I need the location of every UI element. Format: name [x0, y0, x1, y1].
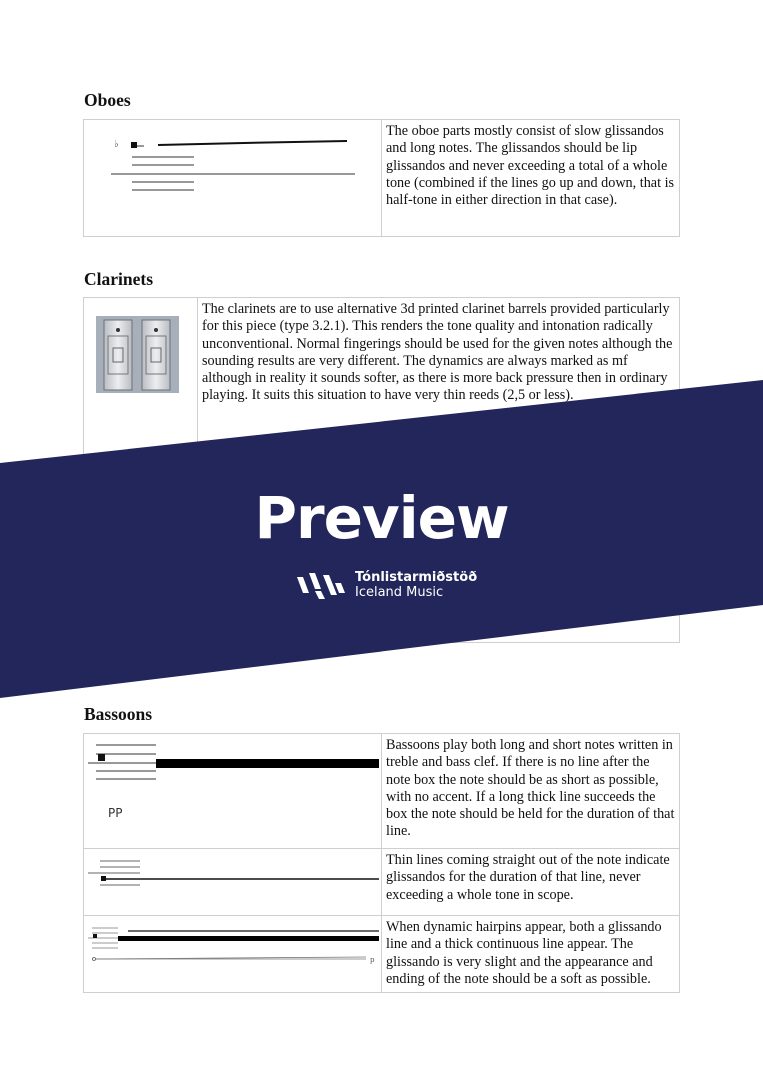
- bassoon-glissando-diagram: [84, 849, 381, 915]
- oboes-table: [83, 119, 680, 237]
- brand-name: Tónlistarmiðstöð: [355, 570, 478, 585]
- oboe-glissando-diagram: [84, 120, 381, 236]
- flat-sign-icon: ♭: [114, 139, 119, 150]
- bassoon-row-3-description: When dynamic hairpins appear, both a glissando line and a thick continuous line appear. The glissando is very slight and the appearance and ending of the note should be a soft as possible.: [382, 916, 680, 993]
- iceland-music-brand: [293, 568, 477, 602]
- note-box: [98, 754, 105, 761]
- table-row: [84, 734, 680, 849]
- preview-watermark-label: Preview: [254, 484, 509, 552]
- clarinets-heading: Clarinets: [84, 269, 154, 289]
- table-row: [84, 916, 680, 993]
- note-box: [101, 876, 106, 881]
- thick-sustain-line: [118, 936, 379, 941]
- bassoons-table: [83, 733, 680, 993]
- table-row: [84, 120, 680, 237]
- iceland-music-logo-icon: [293, 571, 347, 599]
- bassoon-hairpin-diagram: [84, 916, 381, 990]
- thick-sustain-line: [156, 759, 379, 768]
- note-box: [93, 934, 97, 938]
- dynamic-marking: PP: [108, 806, 123, 820]
- bassoons-heading: Bassoons: [84, 704, 153, 724]
- bassoon-long-note-diagram: [84, 734, 381, 848]
- note-box: [131, 142, 137, 148]
- bassoon-hairpin-figure: [84, 916, 382, 993]
- bassoon-glissando-figure: [84, 849, 382, 916]
- glissando-line: [158, 141, 347, 145]
- brand-subtitle: Iceland Music: [355, 585, 444, 600]
- dynamic-marking: p: [370, 956, 375, 964]
- table-row: [84, 849, 680, 916]
- bassoon-long-note-figure: [84, 734, 382, 849]
- bassoon-row-2-description: Thin lines coming straight out of the note indicate glissandos for the duration of that line, never exceeding a whole tone in scope.: [382, 849, 680, 916]
- hairpin-start-icon: [93, 958, 96, 961]
- bassoon-row-1-description: Bassoons play both long and short notes written in treble and bass clef. If there is no line after the note box the note should be as short as possible, with no accent. If a long thick line succeeds the box the note should be held for the duration of that line.: [382, 734, 680, 849]
- clarinets-description: The clarinets are to use alternative 3d printed clarinet barrels provided particularly for this piece (type 3.2.1). This renders the tone quality and intonation radically unconventional. Normal fingerings should be used for the given notes although the sounding results are very different. The dynamics are always marked as mf although in reality it sounds softer, as there is more back pressure then in ordinary playing. It suits this situation to have very thin reeds (2,5 or less).: [198, 298, 680, 643]
- oboe-notation-figure: [84, 120, 382, 237]
- oboes-description: The oboe parts mostly consist of slow glissandos and long notes. The glissandos should be lip glissandos and never exceeding a total of a whole tone (combined if the lines go up and down, that is half-tone in either direction in that case).: [382, 120, 680, 237]
- oboes-heading: Oboes: [84, 90, 131, 110]
